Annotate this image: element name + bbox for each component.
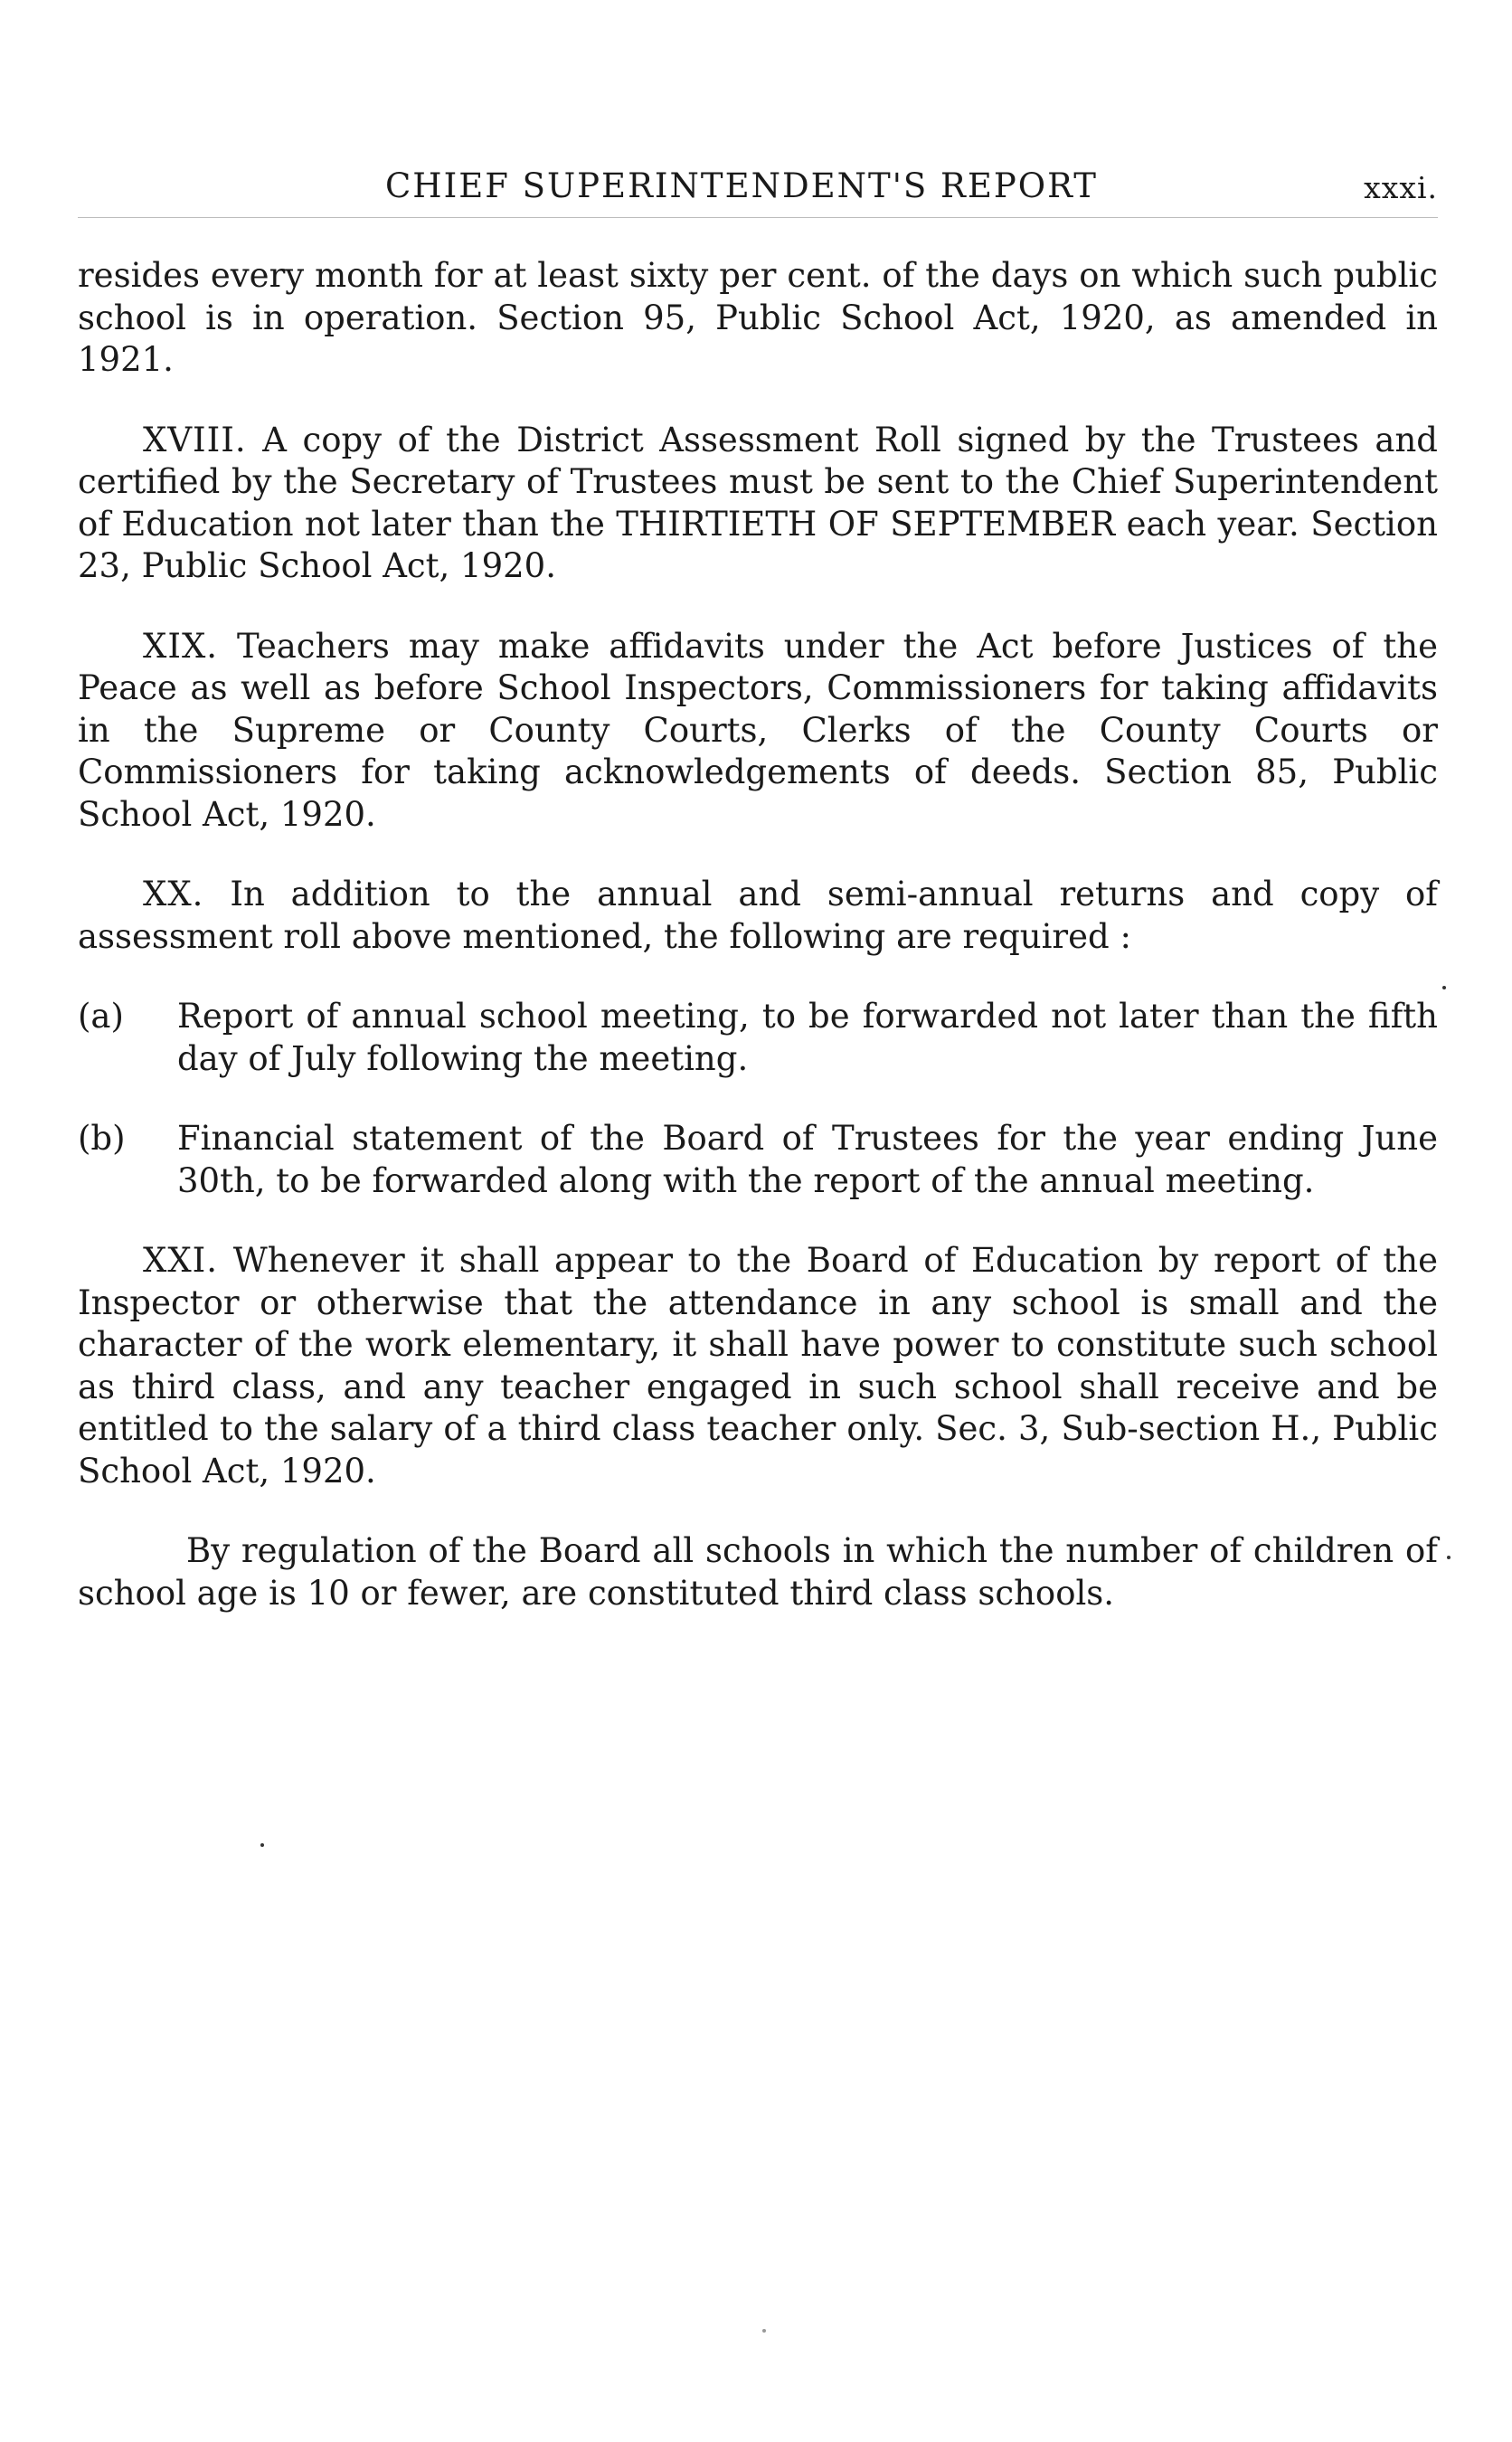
paragraph-text: Teachers may make affidavits under the Act before Justices of the Peace as well as before School Inspectors, Commissioners for taking affidavits in the Supreme or County Courts, Clerks of the County Courts or Commissioners for taking acknowledgements of deeds. Section 85, Public School Act, 1920. (78, 626, 1439, 834)
section-numeral: XIX. (143, 626, 219, 666)
print-speck (762, 2329, 766, 2333)
header-rule (78, 217, 1438, 218)
running-header-title: CHIEF SUPERINTENDENT'S REPORT (385, 166, 1098, 205)
paragraph-xx (78, 874, 1438, 958)
section-numeral: XVIII. (143, 420, 247, 459)
section-numeral: XXI. (143, 1241, 219, 1280)
list-item-label: (a) (78, 997, 124, 1036)
paragraph-text: resides every month for at least sixty per cent. of the days on which such public school is in operation. Section 95, Public School Act, 1920, as amended in 1921. (78, 256, 1438, 379)
print-speck (1447, 1556, 1451, 1559)
paragraph-xix (78, 626, 1438, 837)
paragraph-text: Whenever it shall appear to the Board of Education by report of the Inspector or otherwise that the attendance in any school is small and the character of the work elementary, it shall have power to constitute such school as third class, and any teacher engaged in such school shall receive and be entitled to the salary of a third class teacher only. Sec. 3, Sub-section H., Public School Act, 1920. (78, 1241, 1438, 1491)
print-speck (1442, 986, 1446, 989)
paragraph-xxi (78, 1240, 1438, 1492)
paragraph-regulation (78, 1530, 1438, 1614)
list-item-text: Financial statement of the Board of Trustees for the year ending June 30th, to be forwarded along with the report of the annual meeting. (177, 1119, 1438, 1200)
print-speck (260, 1843, 264, 1847)
paragraph-xviii (78, 420, 1438, 588)
list-item-b (78, 1118, 1438, 1202)
body-text (78, 255, 1438, 1652)
list-item-label: (b) (78, 1119, 126, 1158)
section-numeral: XX. (143, 875, 204, 913)
running-header (78, 161, 1438, 215)
list-item-text: Report of annual school meeting, to be forwarded not later than the fifth day of July following the meeting. (177, 997, 1438, 1078)
paragraph-text: In addition to the annual and semi-annual returns and copy of assessment roll above mentioned, the following are required : (78, 875, 1438, 956)
paragraph-continuation (78, 255, 1438, 382)
paragraph-text: By regulation of the Board all schools in which the number of children of school age is 10 or fewer, are constituted third class schools. (78, 1531, 1438, 1613)
list-item-a (78, 996, 1438, 1080)
paragraph-text: A copy of the District Assessment Roll signed by the Trustees and certified by the Secretary of Trustees must be sent to the Chief Superintendent of Education not later than the THIRTIETH OF SEPTEMBER each year. Section 23, Public School Act, 1920. (78, 420, 1438, 585)
page-number: xxxi. (1364, 170, 1438, 205)
